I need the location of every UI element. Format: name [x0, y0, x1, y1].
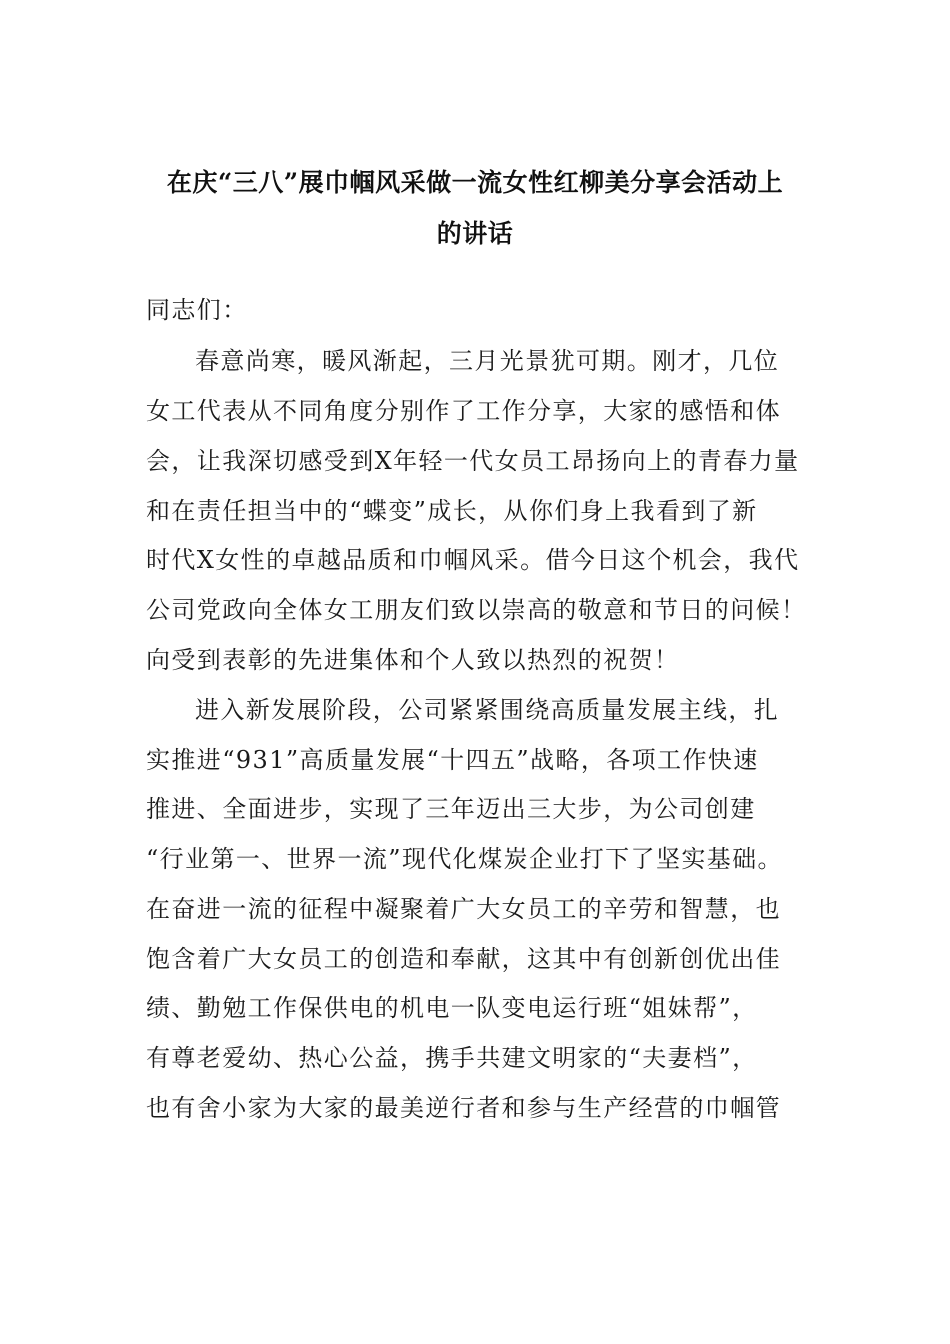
paragraph-2-line-4: “行业第一、世界一流”现代化煤炭企业打下了坚实基础。: [146, 845, 783, 873]
document-title-line-2: 的讲话: [436, 219, 514, 248]
paragraph-1-line-4: 和在责任担当中的“蝶变”成长，从你们身上我看到了新: [146, 497, 758, 525]
document-title-line-1: 在庆“三八”展巾帼风采做一流女性红柳美分享会活动上: [166, 168, 784, 197]
paragraph-2-line-5: 在奋进一流的征程中凝聚着广大女员工的辛劳和智慧，也: [146, 895, 781, 923]
paragraph-1-line-7: 向受到表彰的先进集体和个人致以热烈的祝贺！: [146, 646, 680, 674]
paragraph-2-line-3: 推进、全面进步，实现了三年迈出三大步，为公司创建: [146, 795, 756, 823]
paragraph-2-line-7: 绩、勤勉工作保供电的机电一队变电运行班“姐妹帮”，: [146, 994, 758, 1022]
paragraph-2-line-8: 有尊老爱幼、热心公益，携手共建文明家的“夫妻档”，: [146, 1044, 758, 1072]
paragraph-2-line-6: 饱含着广大女员工的创造和奉献，这其中有创新创优出佳: [146, 945, 781, 973]
paragraph-1-line-5: 时代X女性的卓越品质和巾帼风采。借今日这个机会，我代: [146, 546, 800, 574]
paragraph-2-line-2: 实推进“931”高质量发展“十四五”战略，各项工作快速: [146, 746, 759, 774]
paragraph-2-line-1: 进入新发展阶段，公司紧紧围绕高质量发展主线，扎: [195, 696, 780, 724]
paragraph-1-line-3: 会，让我深切感受到X年轻一代女员工昂扬向上的青春力量: [146, 447, 800, 475]
salutation: 同志们：: [146, 296, 248, 324]
paragraph-1-line-6: 公司党政向全体女工朋友们致以崇高的敬意和节日的问候！: [146, 596, 807, 624]
paragraph-2-line-9: 也有舍小家为大家的最美逆行者和参与生产经营的巾帼管: [146, 1094, 781, 1122]
paragraph-1-line-1: 春意尚寒，暖风渐起，三月光景犹可期。刚才，几位: [195, 347, 780, 375]
paragraph-1-line-2: 女工代表从不同角度分别作了工作分享，大家的感悟和体: [146, 397, 781, 425]
